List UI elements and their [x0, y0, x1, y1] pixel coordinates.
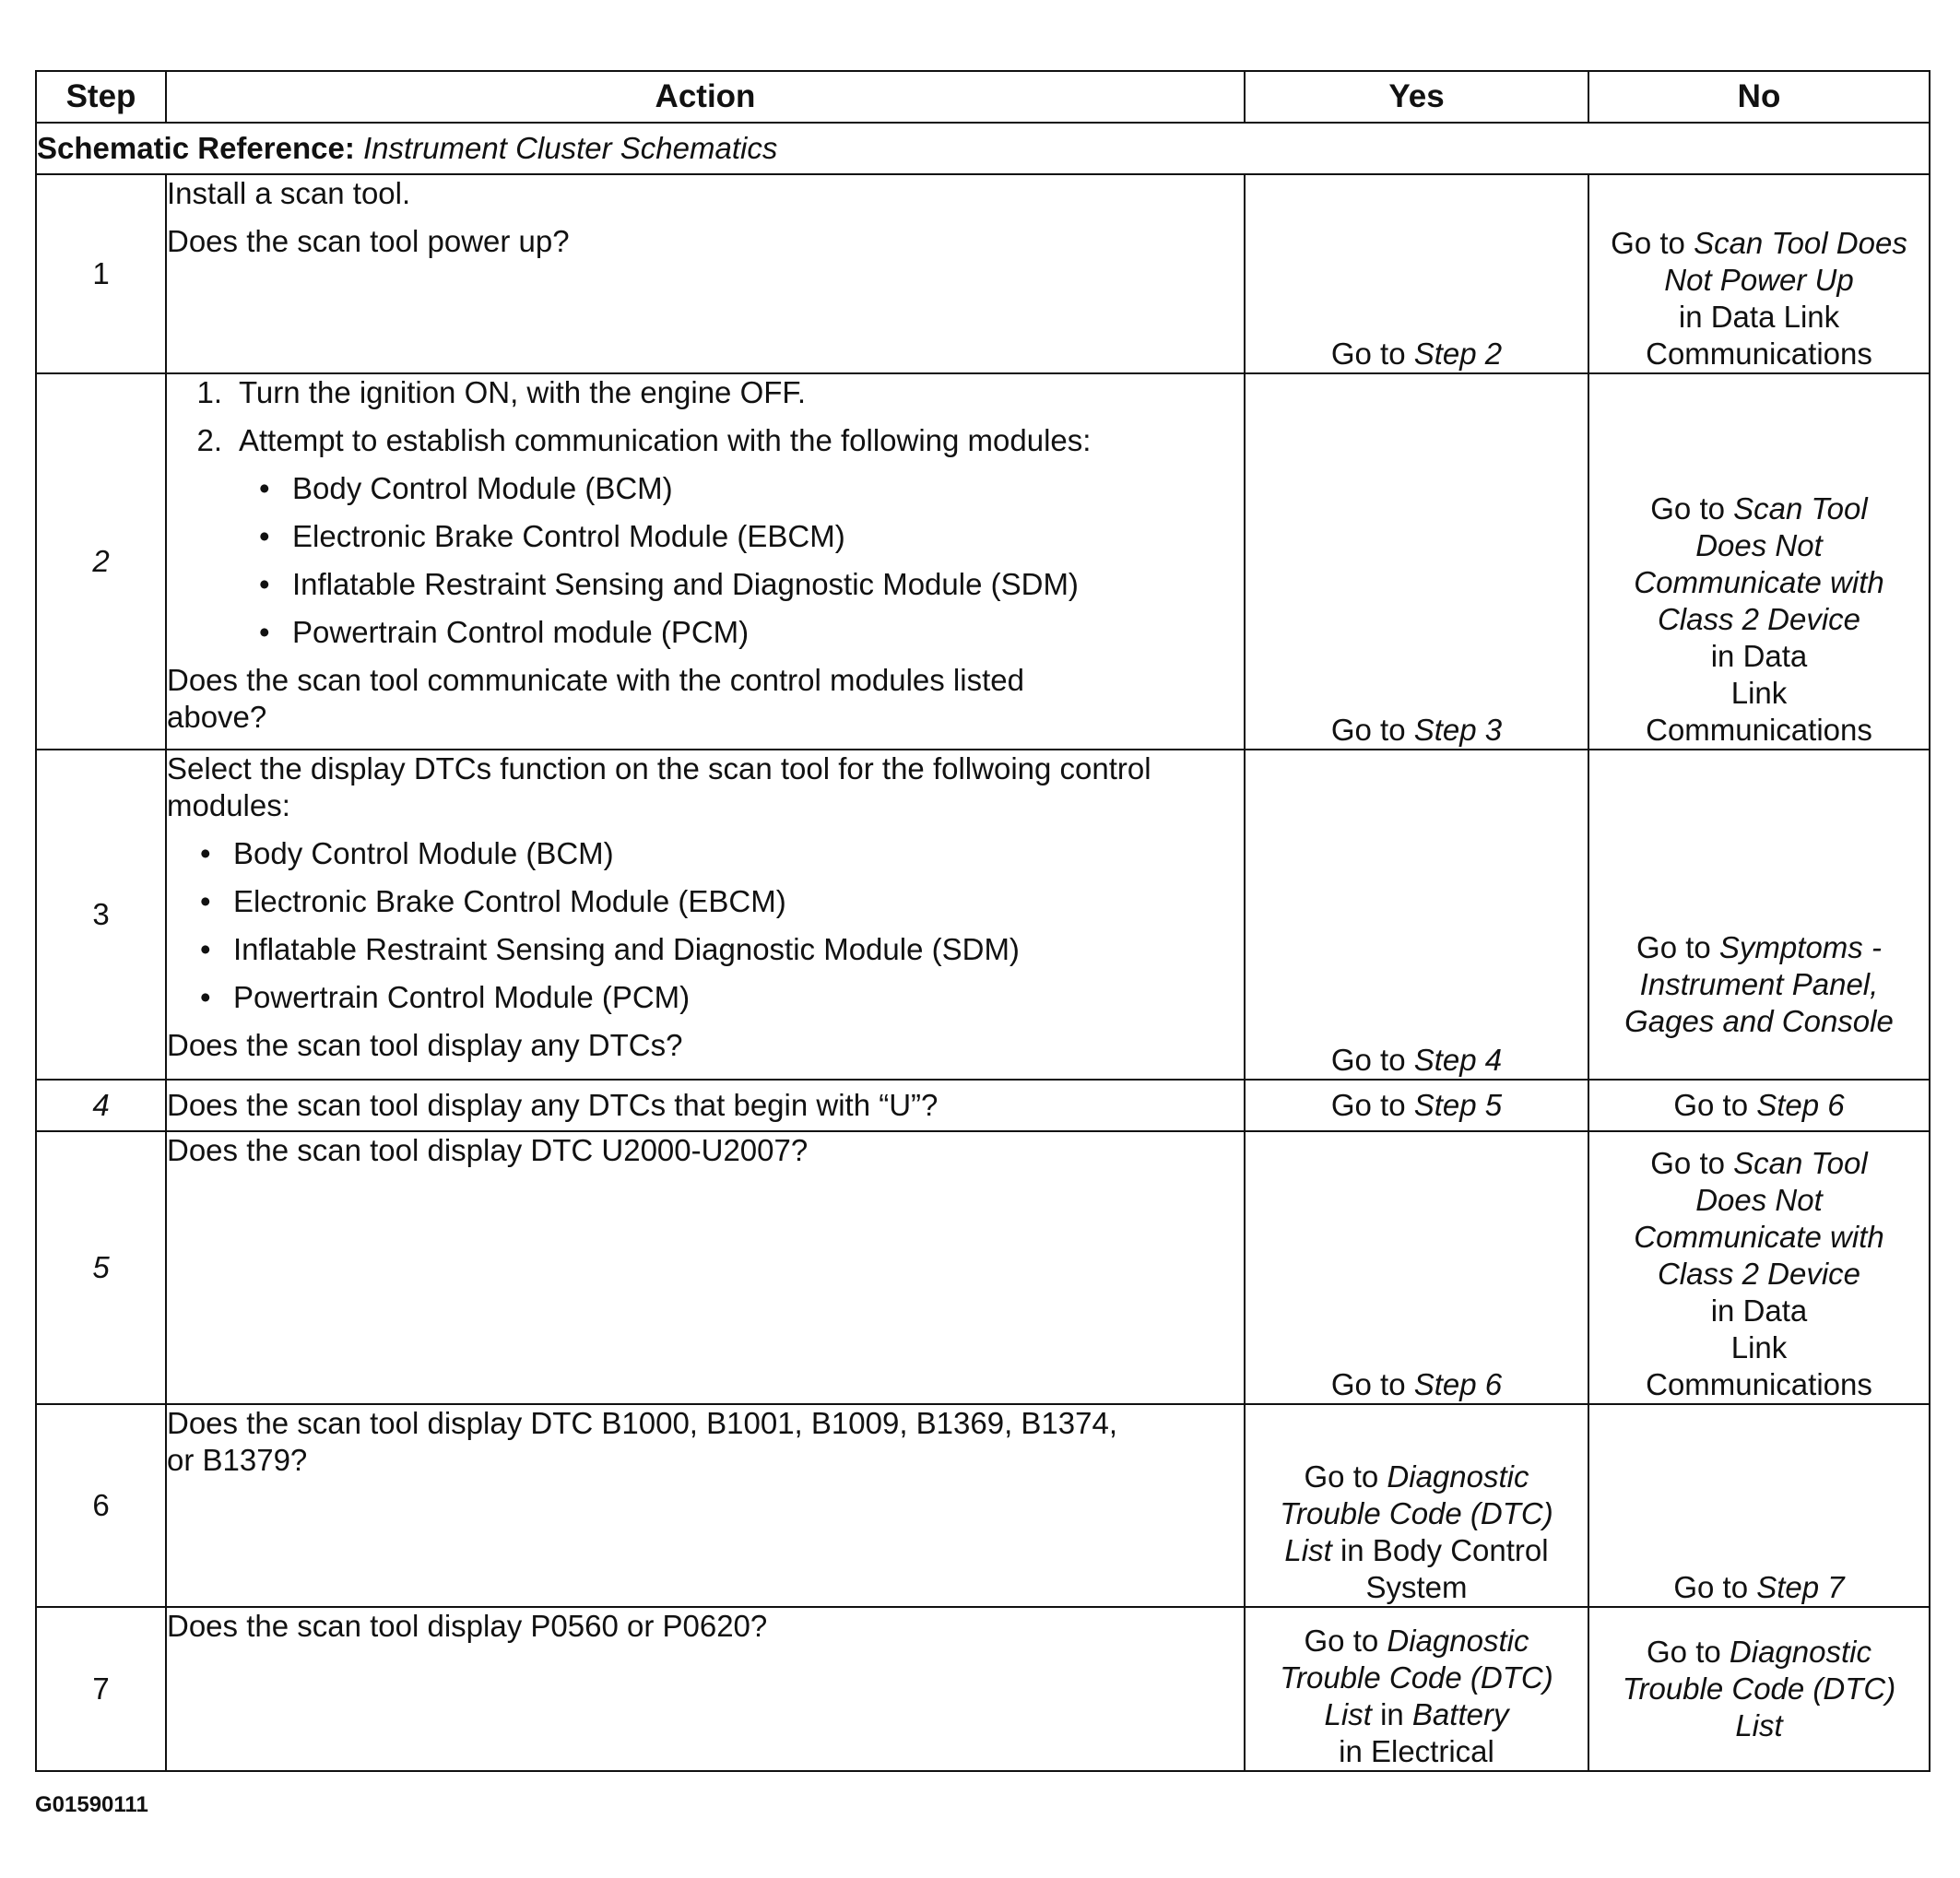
action-question: Does the scan tool power up? — [167, 224, 570, 258]
no-link[interactable]: Step 7 — [1756, 1570, 1845, 1604]
no-link[interactable]: Scan Tool — [1733, 491, 1868, 526]
step-number: 6 — [36, 1404, 166, 1607]
figure-code: G01590111 — [35, 1792, 148, 1817]
no-cell: Go to Step 7 — [1588, 1404, 1930, 1607]
schematic-reference — [36, 123, 1930, 174]
no-cell: Go to Symptoms - Instrument Panel, Gages and Console — [1588, 750, 1930, 1080]
module-item: • Powertrain Control Module (PCM) — [200, 979, 1244, 1016]
yes-cell: Go to Step 2 — [1245, 174, 1588, 373]
yes-link[interactable]: Step 6 — [1413, 1367, 1503, 1401]
table-row — [36, 1131, 1930, 1404]
table-row — [36, 1404, 1930, 1607]
step-number: 3 — [36, 750, 166, 1080]
diagnostic-table — [35, 70, 1930, 1772]
no-cell: Go to Step 6 — [1588, 1080, 1930, 1131]
step-number: 5 — [36, 1131, 166, 1404]
header-row — [36, 71, 1930, 123]
action-cell — [166, 750, 1245, 1080]
no-cell: Go to Scan Tool Does Not Communicate with Class 2 Device in Data Link Communications — [1588, 1131, 1930, 1404]
module-item: • Electronic Brake Control Module (EBCM) — [200, 883, 1244, 920]
no-cell: Go to Scan Tool Does Not Power Up in Data Link Communications — [1588, 174, 1930, 373]
module-item: • Body Control Module (BCM) — [259, 470, 1244, 507]
yes-link[interactable]: Step 5 — [1413, 1088, 1503, 1122]
module-item: • Inflatable Restraint Sensing and Diagnostic Module (SDM) — [259, 566, 1244, 603]
module-item: • Powertrain Control module (PCM) — [259, 614, 1244, 651]
action-cell — [166, 1131, 1245, 1404]
yes-cell: Go to Step 5 — [1245, 1080, 1588, 1131]
action-cell — [166, 174, 1245, 373]
yes-cell: Go to Diagnostic Trouble Code (DTC) List in Body Control System — [1245, 1404, 1588, 1607]
action-question: Does the scan tool communicate with the control modules listed above? — [167, 663, 1024, 734]
yes-cell: Go to Diagnostic Trouble Code (DTC) List in Battery in Electrical — [1245, 1607, 1588, 1771]
table-row — [36, 750, 1930, 1080]
header-no: No — [1588, 71, 1930, 123]
header-step: Step — [36, 71, 166, 123]
table-row — [36, 1607, 1930, 1771]
action-question: Does the scan tool display any DTCs? — [167, 1028, 683, 1062]
list-item: 2. Attempt to establish communication with the following modules: — [196, 423, 1092, 457]
step-number: 1 — [36, 174, 166, 373]
module-item: • Electronic Brake Control Module (EBCM) — [259, 518, 1244, 555]
no-link[interactable]: Symptoms - — [1718, 930, 1882, 964]
step-number: 4 — [36, 1080, 166, 1131]
yes-cell: Go to Step 6 — [1245, 1131, 1588, 1404]
table-row — [36, 174, 1930, 373]
action-cell — [166, 1080, 1245, 1131]
action-text: Install a scan tool. — [167, 176, 411, 210]
yes-cell: Go to Step 3 — [1245, 373, 1588, 750]
yes-cell: Go to Step 4 — [1245, 750, 1588, 1080]
reference-link[interactable]: Instrument Cluster Schematics — [363, 131, 778, 165]
schematic-reference-row — [36, 123, 1930, 174]
step-number: 2 — [36, 373, 166, 750]
list-item: 1. Turn the ignition ON, with the engine OFF. — [196, 375, 807, 409]
action-question: Does the scan tool display DTC U2000-U2007? — [167, 1133, 809, 1167]
no-link[interactable]: Step 6 — [1756, 1088, 1845, 1122]
yes-link[interactable]: Step 4 — [1413, 1043, 1503, 1077]
no-cell: Go to Scan Tool Does Not Communicate with Class 2 Device in Data Link Communications — [1588, 373, 1930, 750]
action-question: Does the scan tool display P0560 or P0620? — [167, 1609, 768, 1643]
table-row — [36, 373, 1930, 750]
yes-link[interactable]: Diagnostic — [1387, 1624, 1529, 1658]
no-link[interactable]: Diagnostic — [1729, 1635, 1871, 1669]
yes-link[interactable]: Step 3 — [1413, 713, 1503, 747]
action-cell — [166, 1404, 1245, 1607]
module-item: • Body Control Module (BCM) — [200, 835, 1244, 872]
no-link[interactable]: Scan Tool Does Not Power Up — [1664, 226, 1907, 297]
header-yes: Yes — [1245, 71, 1588, 123]
header-action: Action — [166, 71, 1245, 123]
yes-link[interactable]: Step 2 — [1413, 337, 1503, 371]
no-link[interactable]: Scan Tool — [1733, 1146, 1868, 1180]
no-cell: Go to Diagnostic Trouble Code (DTC) List — [1588, 1607, 1930, 1771]
reference-label: Schematic Reference: — [37, 131, 355, 165]
module-item: • Inflatable Restraint Sensing and Diagnostic Module (SDM) — [200, 931, 1244, 968]
action-question: Does the scan tool display any DTCs that begin with “U”? — [167, 1088, 939, 1122]
action-question: Does the scan tool display DTC B1000, B1001, B1009, B1369, B1374, or B1379? — [167, 1406, 1118, 1477]
step-number: 7 — [36, 1607, 166, 1771]
yes-link[interactable]: Diagnostic — [1387, 1459, 1529, 1494]
table-row — [36, 1080, 1930, 1131]
action-cell — [166, 1607, 1245, 1771]
action-cell — [166, 373, 1245, 750]
action-text: Select the display DTCs function on the scan tool for the follwoing control modules: — [167, 751, 1151, 822]
